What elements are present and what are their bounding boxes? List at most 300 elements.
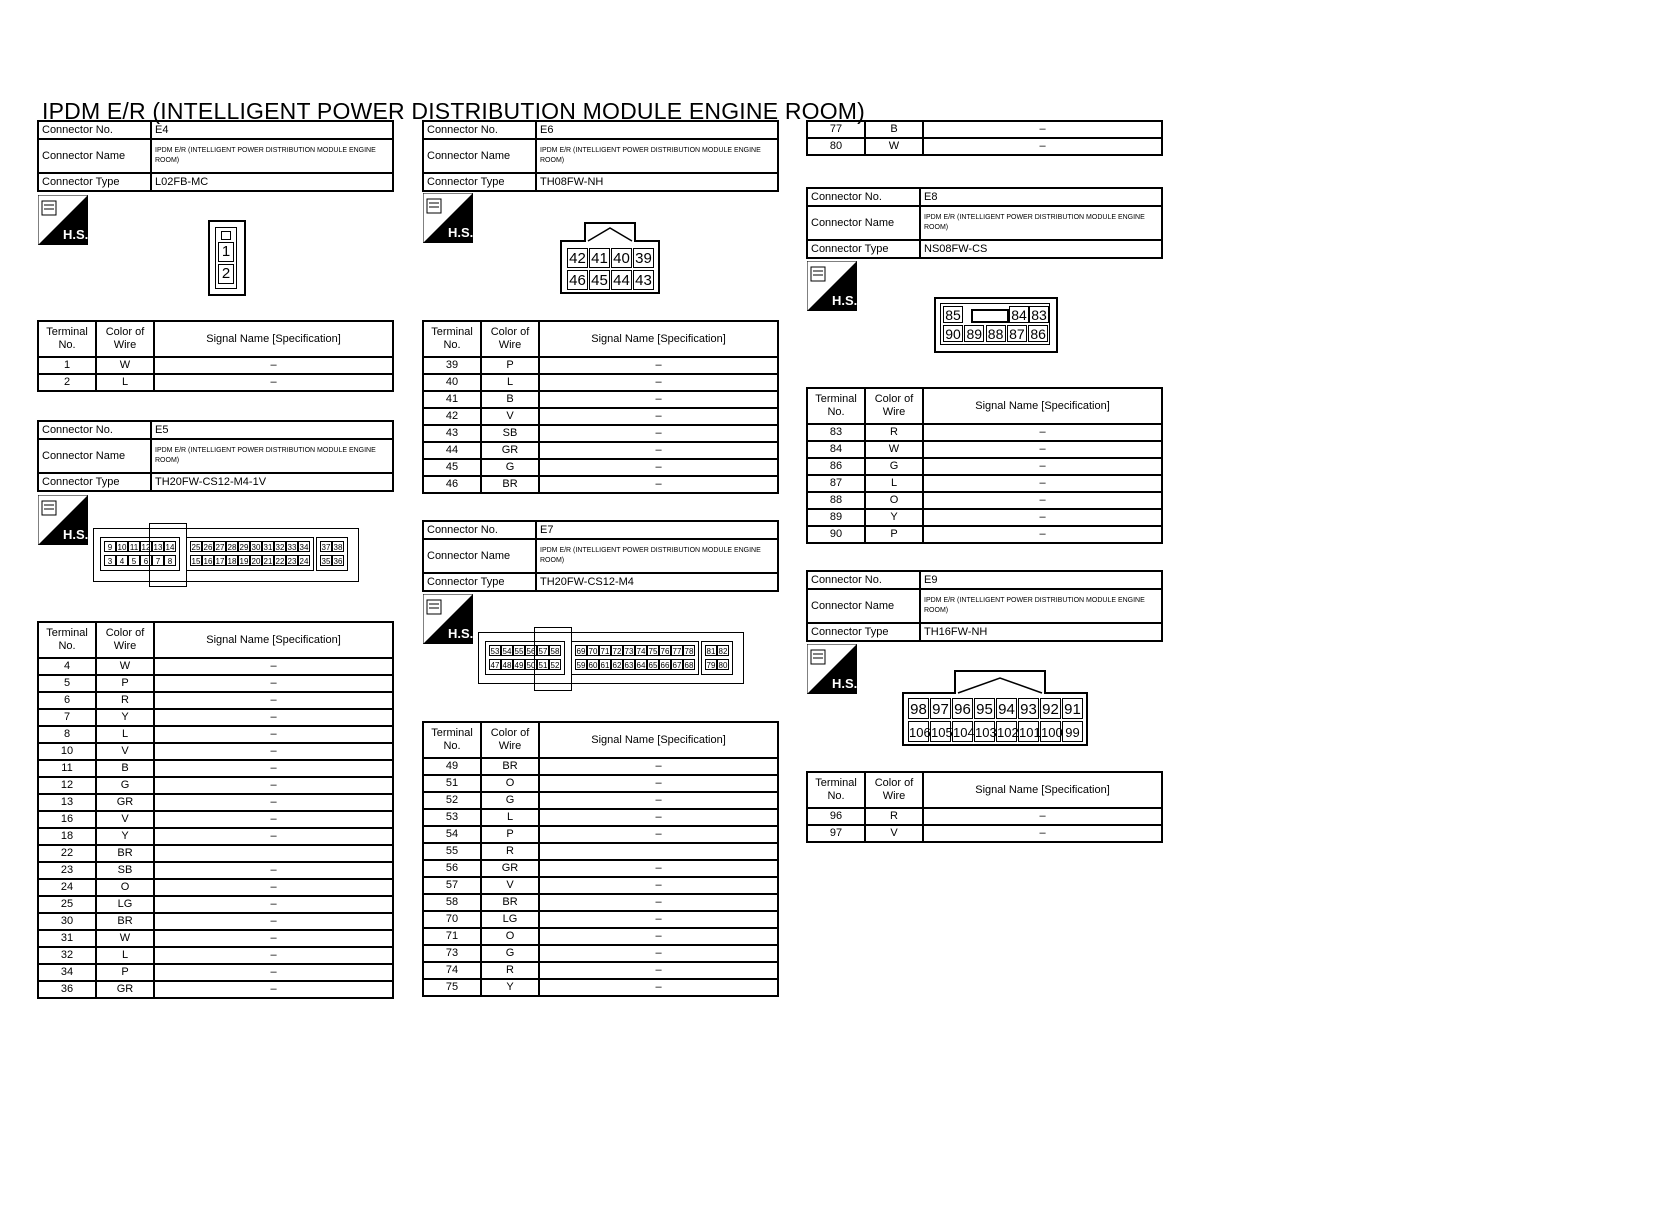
terminal-no: 88 (807, 492, 865, 509)
pin: 70 (588, 647, 598, 656)
connector-e4-face (208, 220, 246, 296)
connector-name-value: IPDM E/R (INTELLIGENT POWER DISTRIBUTION MODULE ENGINE ROOM) (151, 439, 393, 473)
pin: 53 (490, 647, 500, 656)
connector-name-label: Connector Name (423, 139, 536, 173)
signal-name: – (539, 357, 778, 374)
color-header: Color of Wire (481, 722, 539, 758)
connector-no-value: E8 (920, 188, 1162, 206)
wire-color: B (481, 391, 539, 408)
terminal-no-header: Terminal No. (38, 321, 96, 357)
wire-color: V (96, 811, 154, 828)
wire-color: R (481, 843, 539, 860)
pin: 16 (203, 557, 213, 566)
pin: 93 (1018, 698, 1039, 719)
pin: 13 (153, 543, 163, 552)
connector-type-value: TH16FW-NH (920, 623, 1162, 641)
connector-type-label: Connector Type (38, 473, 151, 491)
pin: 9 (104, 541, 116, 552)
wire-color: O (865, 492, 923, 509)
pin: 100 (1040, 721, 1061, 742)
terminal-no: 39 (423, 357, 481, 374)
signal-header: Signal Name [Specification] (154, 321, 393, 357)
pin: 23 (287, 557, 297, 566)
signal-name: – (539, 408, 778, 425)
pin: 38 (333, 543, 343, 552)
pin: 37 (321, 543, 331, 552)
terminal-row (38, 675, 393, 692)
connector-name-value: IPDM E/R (INTELLIGENT POWER DISTRIBUTION MODULE ENGINE ROOM) (536, 139, 778, 173)
terminal-no: 6 (38, 692, 96, 709)
terminal-no: 10 (38, 743, 96, 760)
signal-name: – (923, 475, 1162, 492)
signal-name: – (539, 391, 778, 408)
terminal-no: 22 (38, 845, 96, 862)
wire-color: L (96, 374, 154, 391)
terminal-row (807, 138, 1162, 155)
wire-color: W (96, 658, 154, 675)
pin: 101 (1018, 721, 1039, 742)
connector-name-value: IPDM E/R (INTELLIGENT POWER DISTRIBUTION MODULE ENGINE ROOM) (920, 206, 1162, 240)
pin: 17 (215, 557, 225, 566)
wire-color: R (481, 962, 539, 979)
harness-side-icon (807, 261, 857, 311)
pin: 39 (633, 248, 654, 268)
terminal-row (38, 709, 393, 726)
pin: 78 (684, 647, 694, 656)
signal-name: – (539, 442, 778, 459)
terminal-row (38, 374, 393, 391)
pin: 80 (718, 661, 728, 670)
svg-text:H.S.: H.S. (832, 293, 857, 308)
connector-no-label: Connector No. (807, 188, 920, 206)
connector-name-label: Connector Name (807, 206, 920, 240)
signal-name: – (154, 357, 393, 374)
terminal-row (807, 492, 1162, 509)
pin: 96 (952, 698, 973, 719)
terminal-row (38, 811, 393, 828)
signal-name: – (923, 138, 1162, 155)
terminal-row (38, 357, 393, 374)
signal-name: – (154, 374, 393, 391)
connector-no-value: E4 (151, 121, 393, 139)
pin: 59 (576, 661, 586, 670)
terminal-row (807, 424, 1162, 441)
terminal-no: 74 (423, 962, 481, 979)
pin: 15 (191, 557, 201, 566)
signal-name: – (539, 809, 778, 826)
signal-name: – (154, 811, 393, 828)
latch (534, 627, 572, 691)
signal-name: – (154, 879, 393, 896)
pin: 84 (1009, 306, 1029, 323)
terminal-row (423, 758, 778, 775)
signal-header: Signal Name [Specification] (154, 622, 393, 658)
wire-color: GR (481, 442, 539, 459)
terminal-row (423, 877, 778, 894)
pin: 34 (299, 543, 309, 552)
pin: 22 (275, 557, 285, 566)
pin: 92 (1040, 698, 1061, 719)
signal-name (154, 845, 393, 862)
connector-type-label: Connector Type (423, 573, 536, 591)
pin: 25 (191, 543, 201, 552)
terminal-row (423, 979, 778, 996)
wire-color: GR (96, 981, 154, 998)
terminal-row (38, 981, 393, 998)
pin: 77 (672, 647, 682, 656)
terminal-no: 12 (38, 777, 96, 794)
pin-group (316, 537, 348, 571)
wire-color: GR (96, 794, 154, 811)
terminal-no: 43 (423, 425, 481, 442)
terminal-no: 13 (38, 794, 96, 811)
terminal-row (423, 826, 778, 843)
connector-no-label: Connector No. (38, 421, 151, 439)
pin: 26 (203, 543, 213, 552)
wire-color: LG (481, 911, 539, 928)
connector-type-value: TH20FW-CS12-M4 (536, 573, 778, 591)
pin: 90 (943, 325, 963, 342)
terminal-no: 51 (423, 775, 481, 792)
pin: 65 (648, 661, 658, 670)
harness-side-icon (38, 195, 88, 245)
terminal-row (423, 928, 778, 945)
pin: 54 (502, 647, 512, 656)
terminal-no: 41 (423, 391, 481, 408)
terminal-no: 42 (423, 408, 481, 425)
terminal-row (38, 930, 393, 947)
hs-label: H.S. (63, 227, 88, 242)
terminal-row (807, 121, 1162, 138)
pin: 32 (275, 543, 285, 552)
connector-e4-info (37, 120, 394, 192)
terminal-row (423, 374, 778, 391)
terminal-row (423, 809, 778, 826)
pin: 88 (986, 325, 1006, 342)
pin: 8 (164, 555, 176, 566)
terminal-row (38, 879, 393, 896)
terminal-no: 80 (807, 138, 865, 155)
wire-color: G (481, 792, 539, 809)
wire-color: L (481, 809, 539, 826)
pin: 58 (550, 647, 560, 656)
terminal-row (423, 442, 778, 459)
pin: 71 (600, 647, 610, 656)
terminal-no: 83 (807, 424, 865, 441)
signal-header: Signal Name [Specification] (539, 321, 778, 357)
terminal-no: 5 (38, 675, 96, 692)
connector-e7-info (422, 520, 779, 592)
wire-color: V (481, 877, 539, 894)
pin: 20 (251, 557, 261, 566)
pin: 103 (974, 721, 995, 742)
signal-name: – (154, 947, 393, 964)
terminal-no: 89 (807, 509, 865, 526)
harness-side-icon (807, 644, 857, 694)
pin-2: 2 (218, 264, 234, 284)
pin: 94 (996, 698, 1017, 719)
pin: 73 (624, 647, 634, 656)
pin-group (701, 641, 733, 675)
pin: 66 (660, 661, 670, 670)
color-header: Color of Wire (481, 321, 539, 357)
pin: 83 (1029, 306, 1049, 323)
terminal-no: 58 (423, 894, 481, 911)
signal-name: – (539, 758, 778, 775)
color-header: Color of Wire (96, 622, 154, 658)
connector-name-label: Connector Name (807, 589, 920, 623)
signal-name: – (923, 825, 1162, 842)
terminal-row (423, 391, 778, 408)
pin: 7 (152, 555, 164, 566)
wire-color: W (865, 138, 923, 155)
terminal-no: 30 (38, 913, 96, 930)
terminal-no: 52 (423, 792, 481, 809)
wire-color: R (865, 424, 923, 441)
terminal-no: 24 (38, 879, 96, 896)
connector-e7-face (478, 632, 744, 684)
connector-e9-info (806, 570, 1163, 642)
pin: 67 (672, 661, 682, 670)
terminal-row (38, 760, 393, 777)
signal-name: – (539, 476, 778, 493)
pin: 28 (227, 543, 237, 552)
pin: 10 (117, 543, 127, 552)
signal-name: – (154, 964, 393, 981)
terminal-no: 75 (423, 979, 481, 996)
connector-e6-face (560, 222, 660, 294)
pin: 97 (930, 698, 951, 719)
signal-name: – (539, 894, 778, 911)
pin: 79 (706, 661, 716, 670)
pin: 95 (974, 698, 995, 719)
wire-color: Y (481, 979, 539, 996)
connector-no-label: Connector No. (807, 571, 920, 589)
wire-color: Y (96, 709, 154, 726)
wire-color: L (96, 947, 154, 964)
pin: 41 (589, 248, 610, 268)
signal-name: – (923, 509, 1162, 526)
terminal-row (38, 913, 393, 930)
pin: 63 (624, 661, 634, 670)
pin: 82 (718, 647, 728, 656)
color-header: Color of Wire (865, 388, 923, 424)
wire-color: G (865, 458, 923, 475)
connector-body (560, 240, 660, 294)
signal-name: – (154, 658, 393, 675)
signal-name: – (154, 726, 393, 743)
terminal-no: 86 (807, 458, 865, 475)
pin: 14 (165, 543, 175, 552)
pin: 98 (908, 698, 929, 719)
pin: 42 (567, 248, 588, 268)
wire-color: BR (481, 476, 539, 493)
terminal-no: 90 (807, 526, 865, 543)
terminal-no: 18 (38, 828, 96, 845)
connector-name-label: Connector Name (38, 139, 151, 173)
terminal-no: 49 (423, 758, 481, 775)
terminal-no: 1 (38, 357, 96, 374)
pin: 46 (567, 270, 588, 290)
terminal-no-header: Terminal No. (38, 622, 96, 658)
wire-color: V (96, 743, 154, 760)
wire-color: O (481, 775, 539, 792)
terminal-row (38, 845, 393, 862)
signal-name: – (539, 928, 778, 945)
connector-type-value: TH20FW-CS12-M4-1V (151, 473, 393, 491)
wire-color: O (96, 879, 154, 896)
connector-type-value: TH08FW-NH (536, 173, 778, 191)
signal-name: – (154, 981, 393, 998)
wire-color: W (96, 930, 154, 947)
pin: 4 (116, 555, 128, 566)
terminal-row (423, 911, 778, 928)
wire-color: BR (96, 845, 154, 862)
svg-text:H.S.: H.S. (63, 527, 88, 542)
pin: 89 (964, 325, 984, 342)
terminal-row (423, 459, 778, 476)
pin: 106 (908, 721, 929, 742)
connector-name-value: IPDM E/R (INTELLIGENT POWER DISTRIBUTION MODULE ENGINE ROOM) (536, 539, 778, 573)
wire-color: GR (481, 860, 539, 877)
wire-color: BR (481, 758, 539, 775)
pin: 27 (215, 543, 225, 552)
pin: 50 (526, 661, 536, 670)
page-title: IPDM E/R (INTELLIGENT POWER DISTRIBUTION MODULE ENGINE ROOM) (42, 98, 866, 124)
wire-color: BR (96, 913, 154, 930)
connector-e8-face (934, 297, 1058, 353)
connector-type-label: Connector Type (807, 623, 920, 641)
pin: 43 (633, 270, 654, 290)
signal-name (539, 843, 778, 860)
signal-name: – (539, 425, 778, 442)
connector-e6-info (422, 120, 779, 192)
terminal-no: 31 (38, 930, 96, 947)
connector-type-value: NS08FW-CS (920, 240, 1162, 258)
terminal-no-header: Terminal No. (807, 772, 865, 808)
terminal-no: 56 (423, 860, 481, 877)
wire-color: V (481, 408, 539, 425)
signal-name: – (923, 424, 1162, 441)
terminal-no: 71 (423, 928, 481, 945)
pin: 19 (239, 557, 249, 566)
signal-name: – (923, 492, 1162, 509)
wire-color: G (481, 945, 539, 962)
pin: 104 (952, 721, 973, 742)
terminal-no: 34 (38, 964, 96, 981)
wire-color: R (865, 808, 923, 825)
terminal-row (423, 357, 778, 374)
pin: 74 (636, 647, 646, 656)
signal-name: – (539, 860, 778, 877)
pin: 56 (526, 647, 536, 656)
signal-name: – (539, 775, 778, 792)
terminal-no: 25 (38, 896, 96, 913)
signal-name: – (539, 877, 778, 894)
terminal-no: 54 (423, 826, 481, 843)
signal-name: – (539, 826, 778, 843)
terminal-no-header: Terminal No. (807, 388, 865, 424)
wire-color: P (865, 526, 923, 543)
pin: 29 (239, 543, 249, 552)
connector-no-label: Connector No. (423, 521, 536, 539)
pin: 48 (502, 661, 512, 670)
latch (584, 222, 636, 242)
connector-name-label: Connector Name (38, 439, 151, 473)
pin: 51 (538, 661, 548, 670)
signal-name: – (154, 777, 393, 794)
pin: 102 (996, 721, 1017, 742)
pin: 72 (612, 647, 622, 656)
terminal-row (38, 947, 393, 964)
terminal-no: 77 (807, 121, 865, 138)
connector-e7-terminals-continued (806, 120, 1163, 156)
wire-color: R (96, 692, 154, 709)
signal-name: – (154, 930, 393, 947)
latch (954, 670, 1046, 694)
pin: 60 (588, 661, 598, 670)
pin: 61 (600, 661, 610, 670)
signal-header: Signal Name [Specification] (539, 722, 778, 758)
pin: 33 (287, 543, 297, 552)
signal-name: – (539, 792, 778, 809)
color-header: Color of Wire (96, 321, 154, 357)
wire-color: BR (481, 894, 539, 911)
pin: 21 (263, 557, 273, 566)
connector-e7-terminals (422, 721, 779, 997)
terminal-no: 40 (423, 374, 481, 391)
terminal-row (807, 509, 1162, 526)
wire-color: B (96, 760, 154, 777)
pin: 49 (514, 661, 524, 670)
terminal-row (423, 775, 778, 792)
wire-color: G (96, 777, 154, 794)
connector-e5-terminals (37, 621, 394, 999)
pin: 81 (706, 647, 716, 656)
svg-text:H.S.: H.S. (448, 225, 473, 240)
signal-name: – (154, 760, 393, 777)
terminal-no: 36 (38, 981, 96, 998)
connector-type-label: Connector Type (423, 173, 536, 191)
connector-e8-info (806, 187, 1163, 259)
pin: 87 (1007, 325, 1027, 342)
terminal-no: 53 (423, 809, 481, 826)
pin: 76 (660, 647, 670, 656)
terminal-no: 45 (423, 459, 481, 476)
terminal-no: 84 (807, 441, 865, 458)
connector-e5-info (37, 420, 394, 492)
signal-name: – (539, 979, 778, 996)
pin: 52 (550, 661, 560, 670)
pin: 62 (612, 661, 622, 670)
terminal-row (807, 526, 1162, 543)
terminal-no: 4 (38, 658, 96, 675)
terminal-row (423, 425, 778, 442)
terminal-no: 11 (38, 760, 96, 777)
pin: 45 (589, 270, 610, 290)
pin: 11 (129, 543, 139, 552)
wire-color: SB (481, 425, 539, 442)
pin: 31 (263, 543, 273, 552)
terminal-row (38, 777, 393, 794)
pin: 6 (140, 555, 152, 566)
terminal-row (423, 894, 778, 911)
signal-name: – (539, 945, 778, 962)
pin: 85 (943, 306, 963, 323)
wire-color: L (865, 475, 923, 492)
wire-color: Y (865, 509, 923, 526)
terminal-row (423, 408, 778, 425)
